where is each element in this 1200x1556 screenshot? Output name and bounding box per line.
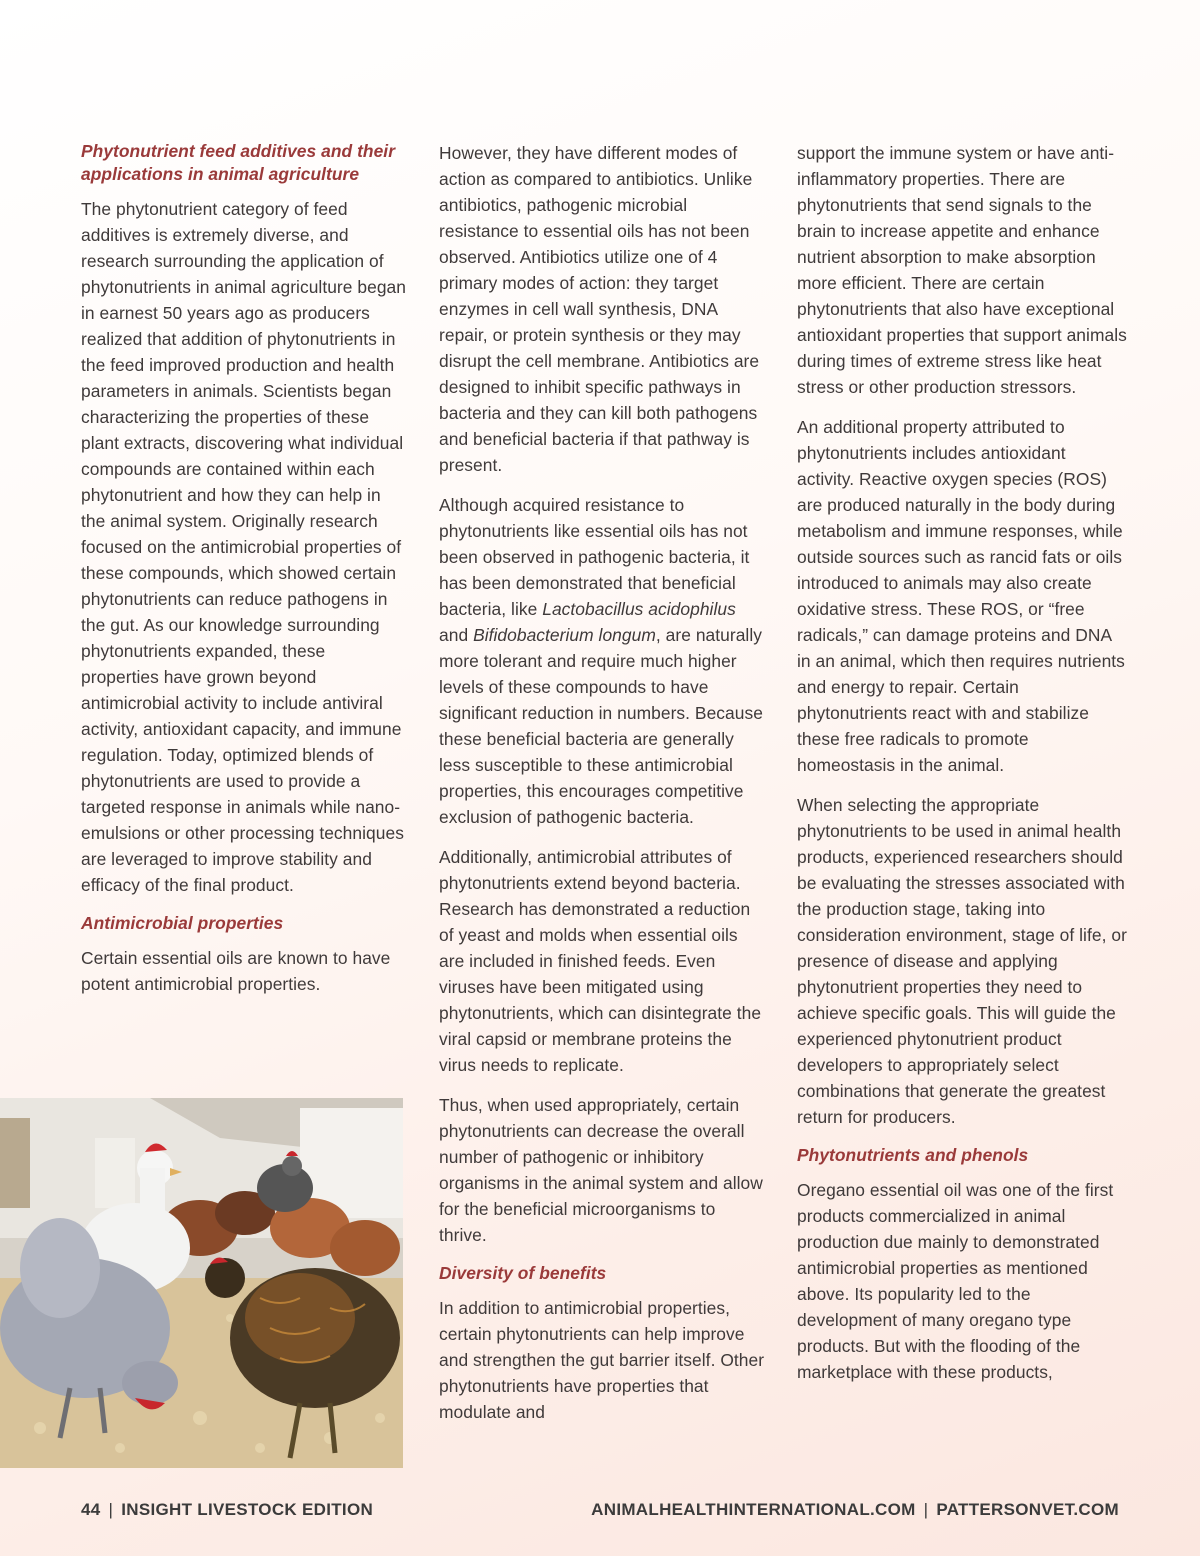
website-link[interactable]: ANIMALHEALTHINTERNATIONAL.COM [591, 1500, 916, 1519]
footer-left [81, 1500, 373, 1520]
footer-right [591, 1500, 1119, 1520]
body-paragraph: Oregano essential oil was one of the first products commercialized in animal production due mainly to demonstrated antimicrobial properties as mentioned above. Its popularity led to the development of many oregano type products. But with the flooding of the marketplace with these products, [797, 1180, 1114, 1382]
body-paragraph [439, 492, 767, 830]
body-paragraph: support the immune system or have anti-inflammatory properties. There are phytonutrients that send signals to the brain to increase appetite and enhance nutrient absorption to make absorption more efficient. There are certain phytonutrients that also have exceptional antioxidant properties that support animals during times of extreme stress like heat stress or other production stressors. [797, 143, 1127, 397]
body-paragraph: Thus, when used appropriately, certain phytonutrients can decrease the overall number of pathogenic or inhibitory organisms in the animal system and allow for the beneficial microorganisms to thrive. [439, 1095, 763, 1245]
body-paragraph: An additional property attributed to phytonutrients includes antioxidant activity. Reactive oxygen species (ROS) are produced naturally in the body during metabolism and immune responses, while outside sources such as rancid fats or oils introduced to animals may also create oxidative stress. These ROS, or “free radicals,” can damage proteins and DNA in an animal, which then requires nutrients and energy to repair. Certain phytonutrients react with and stabilize these free radicals to promote homeostasis in the animal. [797, 417, 1125, 775]
page-number: 44 [81, 1500, 101, 1519]
species-name: Lactobacillus acidophilus [542, 599, 736, 619]
body-paragraph: Additionally, antimicrobial attributes of phytonutrients extend beyond bacteria. Research has demonstrated a reduction of yeast and molds when essential oils are included in finished feeds. Even viruses have been mitigated using phytonutrients, which can disintegrate the viral capsid or membrane proteins the virus needs to replicate. [439, 847, 762, 1075]
publication-name: INSIGHT LIVESTOCK EDITION [121, 1500, 374, 1519]
footer-separator: | [923, 1500, 929, 1519]
body-text: and [439, 625, 474, 645]
body-paragraph: Certain essential oils are known to have potent antimicrobial properties. [81, 948, 391, 994]
body-paragraph: In addition to antimicrobial properties, certain phytonutrients can help improve and strengthen the gut barrier itself. Other phytonutrients have properties that modulate and [439, 1298, 765, 1422]
section-heading-phytonutrient-feed-additives: Phytonutrient feed additives and their applications in animal agriculture [81, 141, 396, 184]
section-heading-phytonutrients-and-phenols: Phytonutrients and phenols [797, 1145, 1029, 1165]
article-column-3 [797, 140, 1127, 1399]
body-paragraph: However, they have different modes of action as compared to antibiotics. Unlike antibiotics, pathogenic microbial resistance to essential oils has not been observed. Antibiotics utilize one of 4 primary modes of action: they target enzymes in cell wall synthesis, DNA repair, or protein synthesis or they may disrupt the cell membrane. Antibiotics are designed to inhibit specific pathways in bacteria and they can kill both pathogens and beneficial bacteria if that pathway is present. [439, 143, 760, 475]
chickens-photo [0, 1098, 403, 1468]
species-name: Bifidobacterium longum [473, 625, 656, 645]
website-link[interactable]: PATTERSONVET.COM [936, 1500, 1119, 1519]
body-paragraph: The phytonutrient category of feed additives is extremely diverse, and research surrounding the application of phytonutrients in animal agriculture began in earnest 50 years ago as producers realized that addition of phytonutrients in the feed improved production and health parameters in animals. Scientists began characterizing the properties of these plant extracts, discovering what individual compounds are contained within each phytonutrient and how they can help in the animal system. Originally research focused on the antimicrobial properties of these compounds, which showed certain phytonutrients can reduce pathogens in the gut. As our knowledge surrounding phytonutrients expanded, these properties have grown beyond antimicrobial activity to include antiviral activity, antioxidant capacity, and immune regulation. Today, optimized blends of phytonutrients are used to provide a targeted response in animals while nano-emulsions or other processing techniques are leveraged to improve stability and efficacy of the final product. [81, 199, 406, 895]
section-heading-antimicrobial-properties: Antimicrobial properties [81, 913, 284, 933]
article-column-2 [439, 140, 767, 1439]
body-text: , are naturally more tolerant and require much higher levels of these compounds to have significant reduction in numbers. Because these beneficial bacteria are generally less susceptible to these antimicrobial properties, this encourages competitive exclusion of pathogenic bacteria. [439, 625, 763, 827]
footer-separator: | [108, 1500, 114, 1519]
section-heading-diversity-of-benefits: Diversity of benefits [439, 1263, 607, 1283]
article-column-1 [81, 140, 406, 1011]
body-paragraph: When selecting the appropriate phytonutrients to be used in animal health products, experienced researchers should be evaluating the stresses associated with the production stage, taking into consideration environment, stage of life, or presence of disease and applying phytonutrient properties they need to achieve specific goals. This will guide the experienced phytonutrient product developers to appropriately select combinations that generate the greatest return for producers. [797, 795, 1127, 1127]
body-text: Although acquired resistance to phytonutrients like essential oils has not been observed in pathogenic bacteria, it has been demonstrated that beneficial bacteria, like [439, 495, 750, 619]
